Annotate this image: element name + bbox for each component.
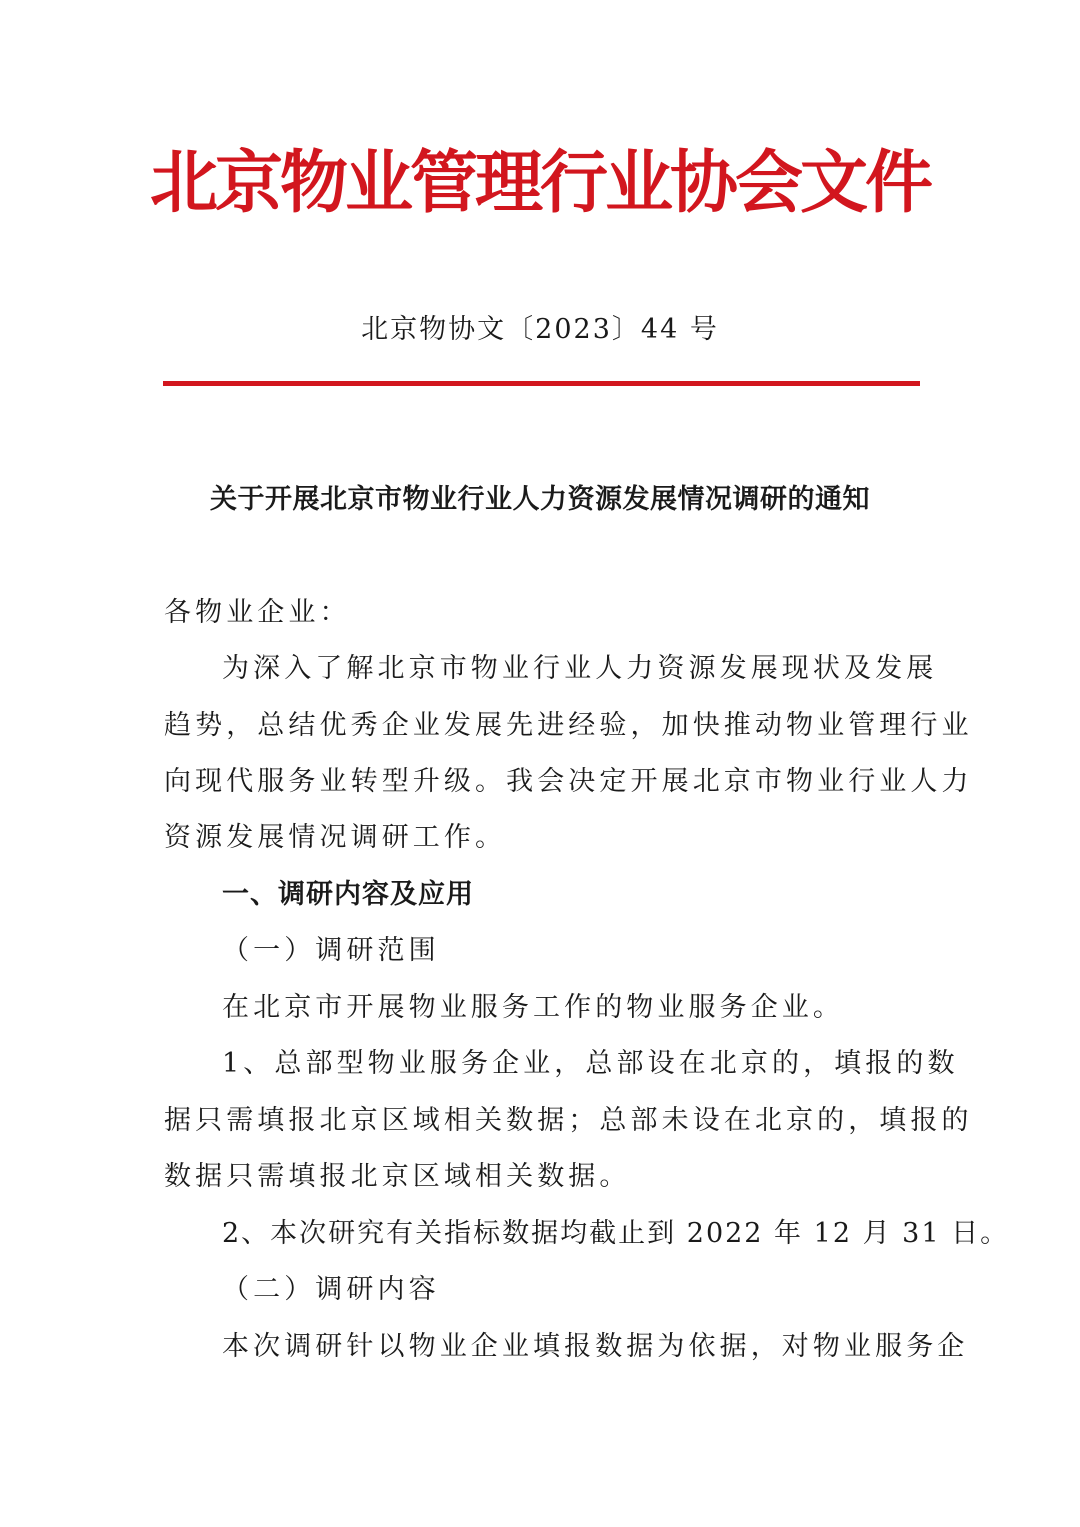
red-divider-line <box>163 381 920 386</box>
content-text: 本次调研针以物业企业填报数据为依据，对物业服务企 <box>222 1331 969 1362</box>
intro-line: 资源发展情况调研工作。 <box>164 822 507 853</box>
scope-text: 在北京市开展物业服务工作的物业服务企业。 <box>222 992 844 1023</box>
intro-line: 为深入了解北京市物业行业人力资源发展现状及发展 <box>222 653 938 684</box>
intro-line: 趋势，总结优秀企业发展先进经验，加快推动物业管理行业 <box>164 710 973 741</box>
item-1-line: 1、总部型物业服务企业，总部设在北京的，填报的数 <box>222 1048 959 1079</box>
subsection-heading: （一）调研范围 <box>222 935 440 966</box>
subsection-heading: （二）调研内容 <box>222 1274 440 1305</box>
section-heading: 一、调研内容及应用 <box>222 879 474 910</box>
notice-title: 关于开展北京市物业行业人力资源发展情况调研的通知 <box>210 484 870 515</box>
intro-line: 向现代服务业转型升级。我会决定开展北京市物业行业人力 <box>164 766 973 797</box>
item-1-line: 数据只需填报北京区域相关数据。 <box>164 1161 631 1192</box>
salutation: 各物业企业： <box>164 597 351 628</box>
item-2-text: 2、本次研究有关指标数据均截止到 2022 年 12 月 31 日。 <box>222 1218 1010 1249</box>
item-1-line: 据只需填报北京区域相关数据；总部未设在北京的，填报的 <box>164 1105 973 1136</box>
document-number: 北京物协文〔2023〕44 号 <box>361 314 719 345</box>
masthead-title: 北京物业管理行业协会文件 <box>149 143 930 223</box>
